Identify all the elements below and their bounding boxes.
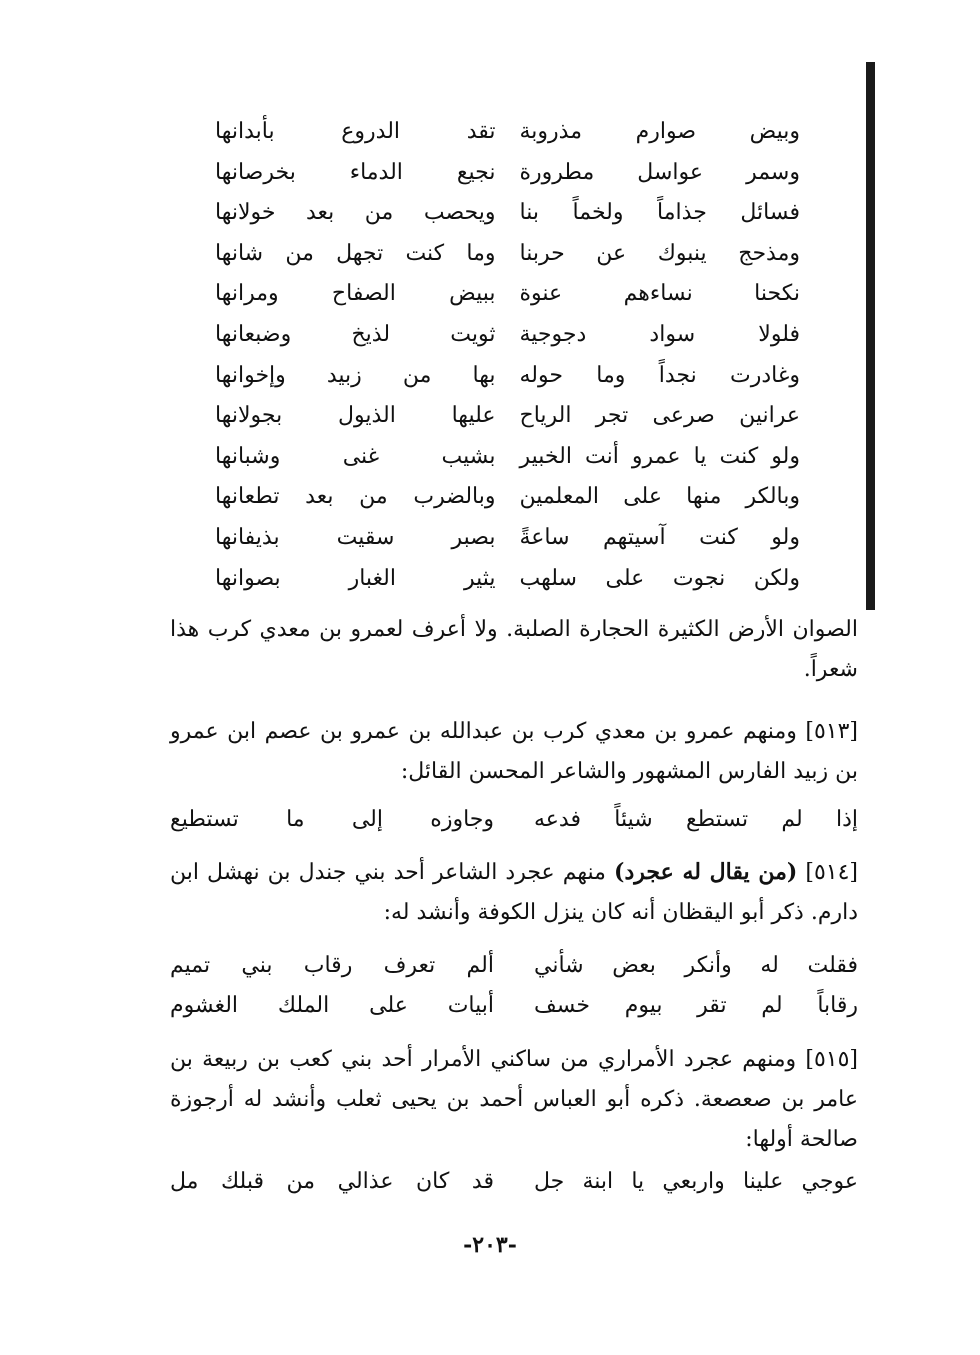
verse-514-1-first-hemistich: فقلت له وأنكر بعض شأني — [534, 953, 858, 978]
poem-line — [215, 274, 800, 314]
note-paragraph: الصوان الأرض الكثيرة الحجارة الصلبة. ولا أعرف لعمرو بن معدي كرب هذا شعراً. — [170, 617, 858, 682]
poem-second-hemistich: يثير الغبار بصوانها — [215, 565, 496, 591]
poem-line — [215, 518, 800, 558]
verse-513-first-hemistich: إذا لم تستطع شيئاً فدعه — [534, 807, 858, 832]
poem-second-hemistich: بصبر سقيت بذيفانها — [215, 525, 496, 550]
poem-second-hemistich: عليها الذيول بجولانها — [215, 403, 496, 429]
verse-514-1-second-hemistich: ألم تعرف رقاب بني تميم — [170, 953, 494, 978]
poem-first-hemistich: ولكن نجوت على سلهب — [519, 565, 800, 591]
poem-line — [215, 356, 800, 396]
verse-513 — [170, 800, 858, 840]
poem-line — [215, 437, 800, 477]
poem-second-hemistich: بها من زبيد وإخوانها — [215, 362, 496, 388]
poem-first-hemistich: نكحنا نساءهم عنوة — [519, 281, 800, 307]
poem-second-hemistich: وبالضرب من بعد تطعانها — [215, 484, 496, 510]
poem-line — [215, 153, 800, 193]
poem-second-hemistich: بشيب غنى وشبانها — [215, 443, 496, 469]
entry-514-heading: (من يقال له عجرد) — [614, 859, 798, 885]
verse-514-2-first-hemistich: رقاباً لم تقر بيوم خسف — [534, 993, 858, 1018]
poem-line — [215, 477, 800, 517]
poem-line — [215, 234, 800, 274]
poem-second-hemistich: وما كنت تجهل من شانها — [215, 240, 496, 266]
verse-514-line-2 — [170, 986, 858, 1026]
poem-first-hemistich: فسائل جذاماً ولخماً بنا — [519, 200, 800, 226]
poem-second-hemistich: ببيض الصفاح ومرانها — [215, 281, 496, 307]
entry-513-paragraph: [٥١٣] ومنهم عمرو بن معدي كرب بن عبدالله بن عمرو بن عصم ابن عمرو بن زبيد الفارس المشهور والشاعر المحسن القائل: — [170, 719, 858, 784]
entry-514-paragraph — [170, 852, 858, 933]
poem-first-hemistich: وغادرت نجداً وما حوله — [519, 362, 800, 388]
entry-514-number: [٥١٤] — [805, 860, 859, 885]
poem-second-hemistich: ثويت لذيخ وضبعانها — [215, 322, 496, 347]
verse-515-second-hemistich: قد كان عذالي من قبلك مل — [170, 1169, 494, 1194]
poem-second-hemistich: تقد الدروع بأبدانها — [215, 119, 496, 144]
poem-second-hemistich: ويحصب من بعد خولانها — [215, 200, 496, 226]
entry-515-paragraph: [٥١٥] ومنهم عجرد الأمراري من ساكني الأمرار أحد بني كعب بن ربيعة بن عامر بن صعصعة. ذكره أبو العباس أحمد بن يحيى ثعلب وأنشد له أرجوزة صالحة أولها: — [170, 1047, 858, 1152]
verse-515 — [170, 1162, 858, 1202]
poem-first-hemistich: ومذحج ينبوك عن حربنا — [519, 240, 800, 266]
verse-514-line-1 — [170, 946, 858, 986]
poem-first-hemistich: وسمر عواسل مطرورة — [519, 159, 800, 185]
poem-line — [215, 315, 800, 355]
poem-first-hemistich: ولو كنت آسيتهم ساعةً — [519, 525, 800, 550]
poem-first-hemistich: عرانين صرعى تجر الرياح — [519, 403, 800, 429]
verse-514-2-second-hemistich: أبيات على الملك الغشوم — [170, 993, 494, 1018]
poem-line — [215, 112, 800, 152]
binding-bar — [866, 62, 875, 610]
poem-second-hemistich: نجيع الدماء بخرصانها — [215, 159, 496, 185]
poem-line — [215, 193, 800, 233]
poem-first-hemistich: وبيض صوارم مذروبة — [519, 119, 800, 144]
poem-line — [215, 396, 800, 436]
poem-line — [215, 559, 800, 599]
page-number: -٢٠٣- — [463, 1232, 517, 1258]
poem-first-hemistich: وبالكر منها على المعلمين — [519, 484, 800, 510]
verse-515-first-hemistich: عوجي علينا واربعي يا ابنة جل — [534, 1169, 858, 1194]
poem-first-hemistich: ولو كنت يا عمرو أنت الخبير — [519, 443, 800, 469]
poem-first-hemistich: فلولا سواد دجوجية — [519, 322, 800, 347]
entry-514-text: منهم عجرد الشاعر أحد بني جندل بن نهشل ابن دارم. ذكر أبو اليقظان أنه كان ينزل الكوفة وأنشد له: — [170, 860, 858, 925]
verse-513-second-hemistich: وجاوزه إلى ما تستطيع — [170, 807, 494, 832]
